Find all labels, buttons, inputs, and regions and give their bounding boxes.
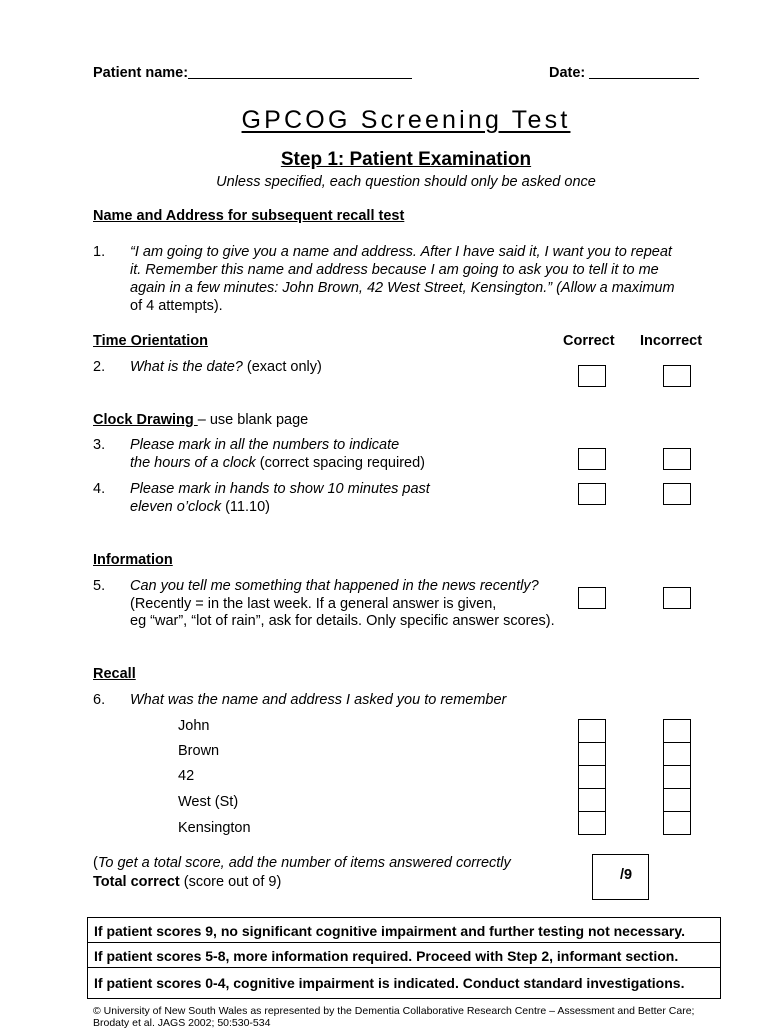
total-note-text: To get a total score, add the number of items answered correctly bbox=[97, 855, 511, 871]
q1-number: 1. bbox=[93, 244, 106, 260]
recall-item-west-st: West (St) bbox=[178, 794, 239, 810]
q2-incorrect-checkbox[interactable] bbox=[663, 365, 691, 387]
recall-42-incorrect-checkbox[interactable] bbox=[663, 765, 691, 789]
page-title: GPCOG Screening Test bbox=[241, 106, 571, 134]
recall-kensington-correct-checkbox[interactable] bbox=[578, 811, 606, 835]
q2-question: What is the date? bbox=[130, 359, 243, 375]
recall-42-correct-checkbox[interactable] bbox=[578, 765, 606, 789]
q1-line-3: again in a few minutes: John Brown, 42 West Street, Kensington.” (Allow a maximum bbox=[130, 280, 675, 296]
q3-line-2 bbox=[130, 455, 425, 471]
footer-citation: Brodaty et al. JAGS 2002; 50:530-534 bbox=[93, 1017, 271, 1029]
q2-text bbox=[130, 359, 322, 375]
q2-number: 2. bbox=[93, 359, 106, 375]
q4-number: 4. bbox=[93, 481, 106, 497]
recall-item-brown: Brown bbox=[178, 743, 220, 759]
clock-drawing-note: – use blank page bbox=[197, 412, 309, 428]
q3-incorrect-checkbox[interactable] bbox=[663, 448, 691, 470]
date-blank[interactable] bbox=[589, 78, 699, 79]
q3-correct-checkbox[interactable] bbox=[578, 448, 606, 470]
recall-item-john: John bbox=[178, 718, 210, 734]
q1-line-2: it. Remember this name and address because I am going to ask you to tell it to me bbox=[130, 262, 659, 278]
recall-brown-incorrect-checkbox[interactable] bbox=[663, 742, 691, 766]
q4-line-2 bbox=[130, 499, 270, 515]
q1-line-4: of 4 attempts). bbox=[130, 298, 223, 314]
step-subtitle: Unless specified, each question should only be asked once bbox=[216, 174, 596, 190]
q5-line-1: Can you tell me something that happened in the news recently? bbox=[130, 578, 539, 594]
q4-line-2-text: eleven o’clock bbox=[130, 499, 222, 515]
q3-note: (correct spacing required) bbox=[255, 455, 425, 471]
result-row-no-impairment: If patient scores 9, no significant cognitive impairment and further testing not necessary. bbox=[87, 917, 721, 943]
q5-line-2: (Recently = in the last week. If a general answer is given, bbox=[130, 596, 497, 612]
recall-kensington-incorrect-checkbox[interactable] bbox=[663, 811, 691, 835]
q6-question: What was the name and address I asked you to remember bbox=[130, 692, 507, 708]
recall-west-incorrect-checkbox[interactable] bbox=[663, 788, 691, 812]
recall-john-correct-checkbox[interactable] bbox=[578, 719, 606, 743]
q5-number: 5. bbox=[93, 578, 106, 594]
q4-note: (11.10) bbox=[221, 499, 270, 515]
patient-name-blank[interactable] bbox=[188, 78, 412, 79]
recall-brown-correct-checkbox[interactable] bbox=[578, 742, 606, 766]
footer-copyright: © University of New South Wales as represented by the Dementia Collaborative Research Centre – Assessment and Better Care; bbox=[93, 1005, 695, 1017]
total-note-paren: ( bbox=[93, 855, 98, 871]
q2-note: (exact only) bbox=[242, 359, 322, 375]
step-title: Step 1: Patient Examination bbox=[280, 149, 532, 170]
patient-name-field[interactable] bbox=[93, 65, 412, 81]
q5-correct-checkbox[interactable] bbox=[578, 587, 606, 609]
total-label bbox=[93, 874, 281, 890]
q4-incorrect-checkbox[interactable] bbox=[663, 483, 691, 505]
q6-number: 6. bbox=[93, 692, 106, 708]
total-label-text: Total correct bbox=[93, 874, 180, 890]
patient-name-label: Patient name: bbox=[93, 65, 189, 81]
column-correct: Correct bbox=[563, 333, 615, 349]
section-recall-setup: Name and Address for subsequent recall test bbox=[93, 208, 405, 224]
q5-incorrect-checkbox[interactable] bbox=[663, 587, 691, 609]
q3-line-1: Please mark in all the numbers to indicate bbox=[130, 437, 400, 453]
recall-item-kensington: Kensington bbox=[178, 820, 251, 836]
date-label: Date: bbox=[549, 65, 586, 81]
recall-john-incorrect-checkbox[interactable] bbox=[663, 719, 691, 743]
section-clock-drawing bbox=[93, 412, 308, 428]
q4-line-1: Please mark in hands to show 10 minutes past bbox=[130, 481, 430, 497]
total-note bbox=[93, 855, 511, 871]
section-time-orientation: Time Orientation bbox=[93, 333, 208, 349]
total-score-box[interactable] bbox=[592, 854, 649, 900]
recall-item-42: 42 bbox=[178, 768, 195, 784]
q3-number: 3. bbox=[93, 437, 106, 453]
q2-correct-checkbox[interactable] bbox=[578, 365, 606, 387]
total-label-note: (score out of 9) bbox=[179, 874, 282, 890]
total-score-denominator: /9 bbox=[620, 867, 633, 883]
q4-correct-checkbox[interactable] bbox=[578, 483, 606, 505]
clock-drawing-heading: Clock Drawing bbox=[93, 412, 198, 428]
q3-line-2-text: the hours of a clock bbox=[130, 455, 256, 471]
recall-west-correct-checkbox[interactable] bbox=[578, 788, 606, 812]
section-information: Information bbox=[93, 552, 173, 568]
date-field[interactable] bbox=[549, 65, 699, 81]
q5-line-3: eg “war”, “lot of rain”, ask for details. Only specific answer scores). bbox=[130, 613, 555, 629]
result-row-impairment: If patient scores 0-4, cognitive impairment is indicated. Conduct standard investigations. bbox=[87, 967, 721, 999]
result-row-more-info: If patient scores 5-8, more information required. Proceed with Step 2, informant section. bbox=[87, 942, 721, 968]
column-incorrect: Incorrect bbox=[640, 333, 703, 349]
q1-line-1: “I am going to give you a name and address. After I have said it, I want you to repeat bbox=[130, 244, 672, 260]
section-recall: Recall bbox=[93, 666, 136, 682]
